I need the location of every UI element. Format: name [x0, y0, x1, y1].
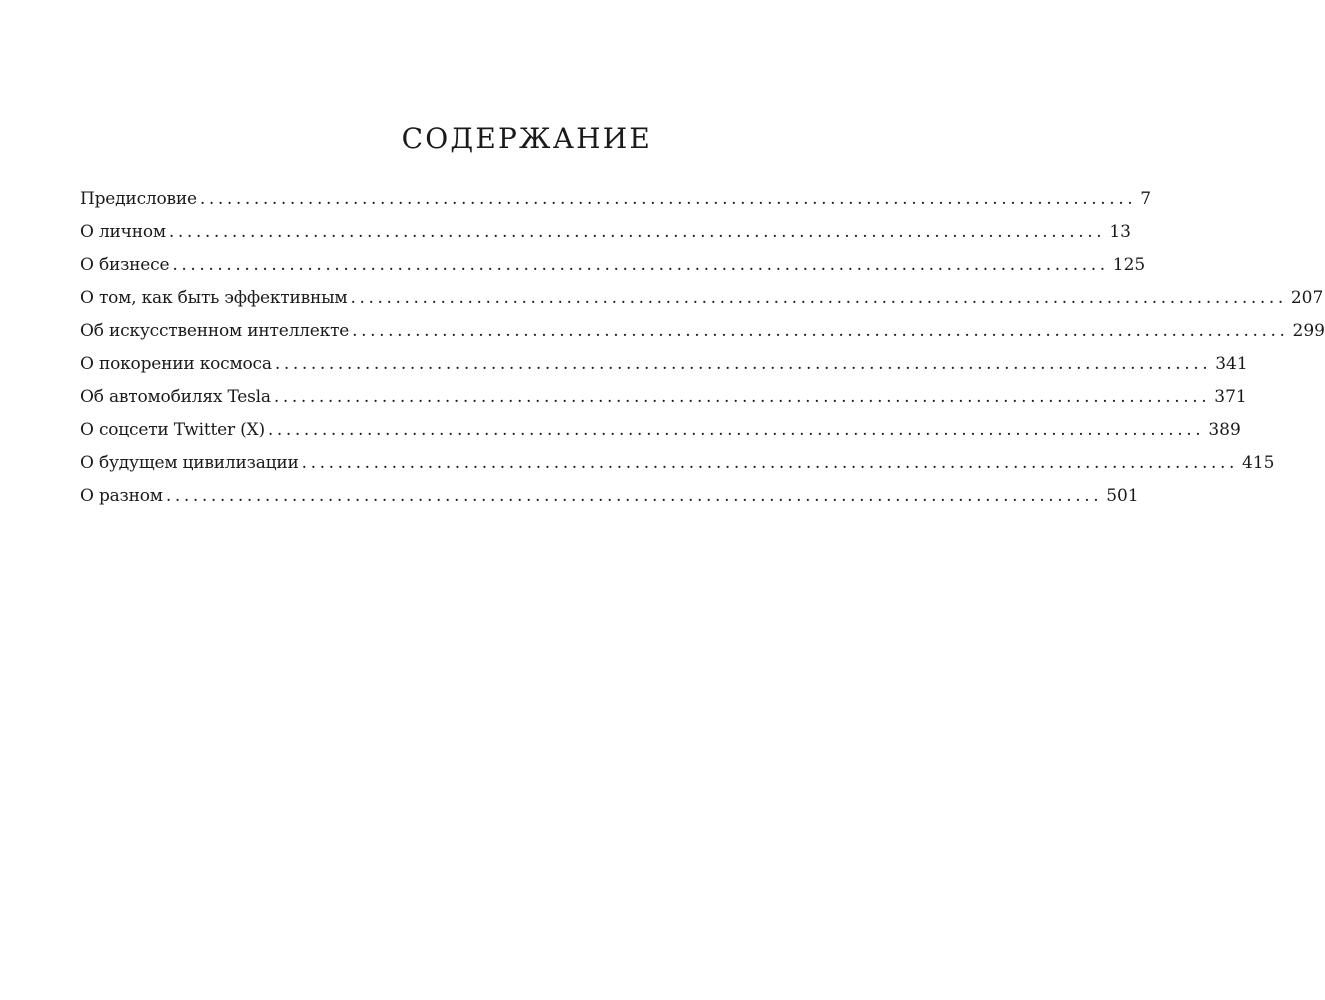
toc-page-number: 389	[1208, 420, 1241, 440]
toc-entry-business[interactable]	[80, 249, 1146, 282]
dot-leader: ........................................................................................................	[165, 486, 1103, 506]
toc-page-number: 125	[1112, 255, 1146, 275]
toc-page-number: 371	[1214, 387, 1247, 407]
toc-entry-label: О бизнесе	[80, 255, 170, 275]
toc-page-number: 299	[1292, 321, 1325, 341]
dot-leader: ........................................................................................................	[301, 453, 1239, 473]
toc-entry-space[interactable]	[80, 348, 1248, 381]
toc-entry-label: О личном	[80, 222, 166, 242]
table-of-contents	[80, 183, 1325, 513]
toc-entry-future[interactable]	[80, 447, 1275, 480]
toc-page-number: 207	[1290, 288, 1324, 308]
toc-page-number: 415	[1242, 453, 1275, 473]
toc-entry-personal[interactable]	[80, 216, 1131, 249]
dot-leader: ........................................................................................................	[352, 321, 1289, 341]
toc-page-number: 13	[1109, 222, 1131, 242]
toc-entry-preface[interactable]	[80, 183, 1152, 216]
toc-entry-label: О разном	[80, 486, 163, 506]
toc-entry-label: О том, как быть эффективным	[80, 288, 348, 308]
dot-leader: ........................................................................................................	[350, 288, 1287, 308]
dot-leader: ........................................................................................................	[199, 189, 1137, 209]
toc-page-number: 341	[1215, 354, 1248, 374]
toc-entry-effectiveness[interactable]	[80, 282, 1324, 315]
toc-entry-label: О покорении космоса	[80, 354, 272, 374]
page-title: СОДЕРЖАНИЕ	[401, 122, 652, 155]
toc-entry-misc[interactable]	[80, 480, 1139, 513]
toc-entry-label: О соцсети Twitter (X)	[80, 420, 265, 440]
dot-leader: ........................................................................................................	[168, 222, 1106, 242]
toc-entry-label: Об автомобилях Tesla	[80, 387, 271, 407]
toc-entry-twitter[interactable]	[80, 414, 1241, 447]
toc-entry-ai[interactable]	[80, 315, 1325, 348]
dot-leader: ........................................................................................................	[273, 387, 1211, 407]
toc-entry-label: Предисловие	[80, 189, 197, 209]
toc-entry-label: О будущем цивилизации	[80, 453, 299, 473]
toc-entry-label: Об искусственном интеллекте	[80, 321, 350, 341]
toc-page-number: 7	[1140, 189, 1152, 209]
dot-leader: ........................................................................................................	[172, 255, 1109, 275]
dot-leader: ........................................................................................................	[267, 420, 1205, 440]
toc-entry-tesla[interactable]	[80, 381, 1247, 414]
book-page	[80, 0, 1325, 1000]
dot-leader: ........................................................................................................	[274, 354, 1212, 374]
toc-page-number: 501	[1106, 486, 1139, 506]
